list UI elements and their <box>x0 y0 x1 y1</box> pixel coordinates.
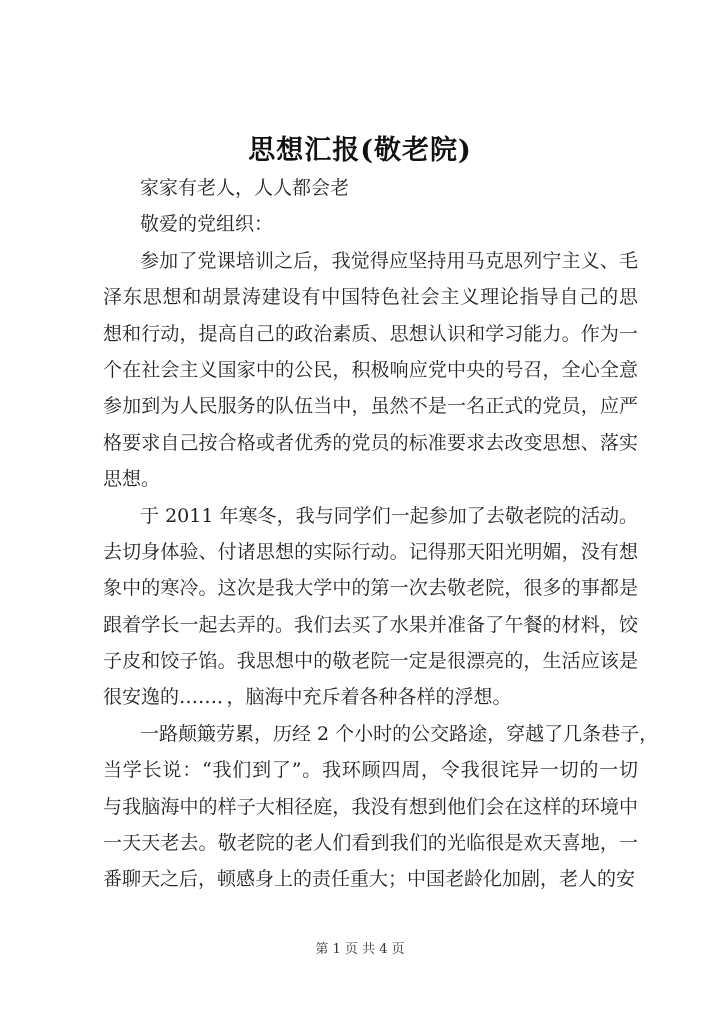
paragraph <box>103 243 638 498</box>
text-line: 参加到为人民服务的队伍当中，虽然不是一名正式的党员，应严 <box>103 395 638 418</box>
text-line: 个在社会主义国家中的公民，积极响应党中央的号召，全心全意 <box>103 358 638 381</box>
text-line: 去切身体验、付诸思想的实际行动。记得那天阳光明媚，没有想 <box>103 540 638 563</box>
paragraph <box>103 498 638 716</box>
text-line: 跟着学长一起去弄的。我们去买了水果并准备了午餐的材料，饺 <box>103 613 638 636</box>
paragraph <box>103 206 638 242</box>
text-line: 当学长说：“我们到了”。我环顾四周，令我很诧异一切的一切 <box>103 759 638 782</box>
text-line: 敬爱的党组织： <box>140 213 274 236</box>
text-line: 很安逸的……．，脑海中充斥着各种各样的浮想。 <box>103 686 512 709</box>
text-line: 一路颠簸劳累，历经 2 个小时的公交路途，穿越了几条巷子， <box>140 722 659 745</box>
text-line: 参加了党课培训之后，我觉得应坚持用马克思列宁主义、毛 <box>140 249 638 272</box>
page-footer: 第 1 页 共 4 页 <box>315 942 405 957</box>
text-line: 子皮和饺子馅。我思想中的敬老院一定是很漂亮的，生活应该是 <box>103 650 638 673</box>
text-line: 象中的寒冷。这次是我大学中的第一次去敬老院，很多的事都是 <box>103 577 638 600</box>
document-body <box>103 170 659 898</box>
text-line: 与我脑海中的样子大相径庭，我没有想到他们会在这样的环境中 <box>103 795 638 818</box>
text-line: 家家有老人，人人都会老 <box>140 177 350 199</box>
document-title: 思想汇报(敬老院) <box>248 135 472 166</box>
text-line: 格要求自己按合格或者优秀的党员的标准要求去改变思想、落实 <box>103 431 638 454</box>
text-line: 一天天老去。敬老院的老人们看到我们的光临很是欢天喜地，一 <box>103 832 638 855</box>
paragraph <box>103 716 659 898</box>
text-line: 思想。 <box>103 468 161 491</box>
text-line: 番聊天之后，顿感身上的责任重大；中国老龄化加剧，老人的安 <box>103 868 636 891</box>
text-line: 于 2011 年寒冬，我与同学们一起参加了去敬老院的活动。 <box>140 504 638 527</box>
paragraph <box>103 170 638 206</box>
text-line: 想和行动，提高自己的政治素质、思想认识和学习能力。作为一 <box>103 322 638 345</box>
text-line: 泽东思想和胡景涛建设有中国特色社会主义理论指导自己的思 <box>103 286 638 309</box>
